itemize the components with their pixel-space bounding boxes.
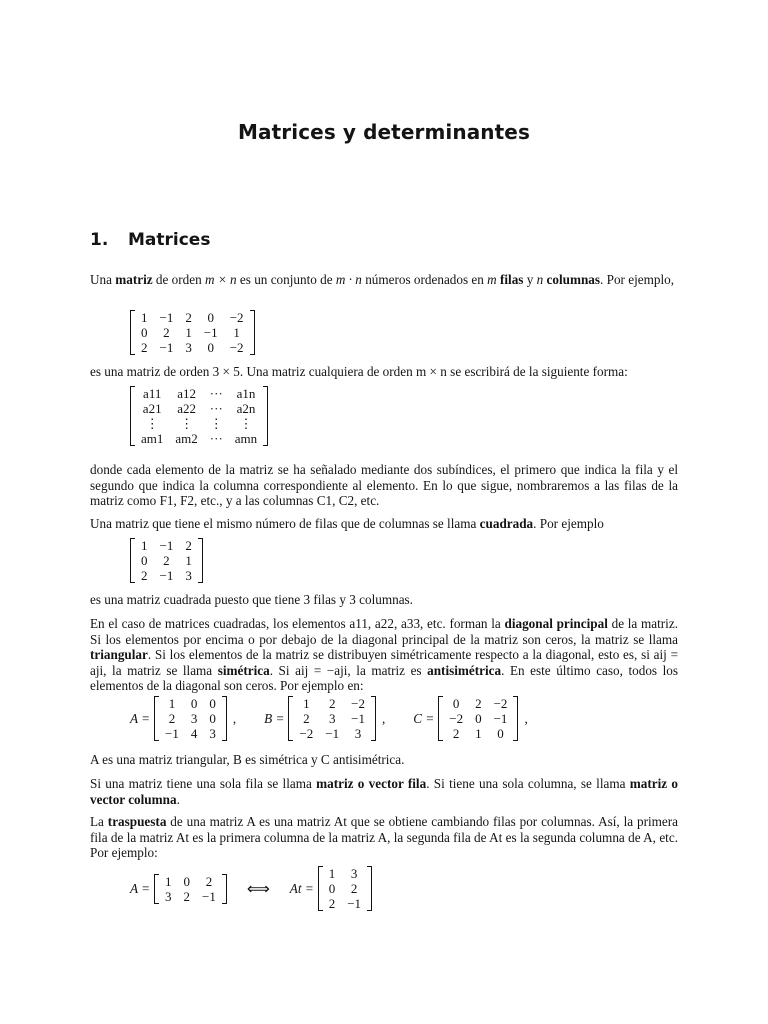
equation-row-transpose	[130, 866, 372, 911]
matrix-cell: a22	[177, 401, 196, 416]
matrix-cell: 0	[207, 340, 215, 355]
matrix-grid	[159, 696, 222, 741]
matrix-cell: ⋮	[145, 416, 159, 431]
matrix-cell: 0	[452, 696, 460, 711]
matrix-cell: a21	[142, 401, 162, 416]
matrix-general	[130, 386, 268, 446]
bold-term: matriz o vector columna	[90, 776, 678, 807]
matrix-cell: 0	[141, 325, 148, 340]
label-c: C =	[413, 710, 435, 726]
matrix-cell: a12	[177, 386, 196, 401]
matrix-cell: 1	[185, 553, 192, 568]
matrix-row	[159, 874, 222, 889]
matrix-grid	[293, 696, 371, 741]
matrix-cell: 3	[354, 726, 362, 741]
bold-term: matriz	[115, 272, 153, 287]
matrix-cell: −2	[229, 340, 244, 355]
matrix-cell: −1	[159, 340, 174, 355]
matrix-cell: 3	[328, 711, 336, 726]
matrix-cell: ⋮	[180, 416, 194, 431]
matrix-a	[154, 696, 227, 741]
bold-term: columnas	[546, 272, 601, 287]
matrix-cell: −2	[449, 711, 464, 726]
matrix-row	[135, 538, 198, 553]
right-bracket	[513, 696, 518, 741]
comma: ,	[524, 710, 528, 726]
matrix-row	[323, 896, 367, 911]
matrix-cell: 0	[141, 553, 148, 568]
math: n	[536, 272, 544, 287]
matrix-cell: −2	[351, 696, 365, 711]
matrix-cell: 3	[209, 726, 216, 741]
matrix-cell: −1	[202, 888, 216, 904]
matrix-cell: 1	[141, 538, 148, 553]
right-bracket	[198, 538, 203, 583]
matrix-cell: ···	[209, 386, 223, 401]
right-bracket	[222, 874, 227, 904]
matrix-cell: ⋮	[239, 416, 253, 431]
matrix-grid	[135, 538, 198, 583]
paragraph-square-note: es una matriz cuadrada puesto que tiene 3 filas y 3 columnas.	[90, 592, 413, 607]
matrix-cell: 2	[303, 711, 310, 726]
text: de la matriz. Si los elementos por encima o por debajo de la diagonal principal de la matriz son ceros, la matriz se llama	[90, 616, 678, 647]
matrix-row	[135, 401, 263, 416]
matrix-cell: 2	[183, 888, 191, 904]
matrix-cell: 2	[328, 896, 336, 911]
matrix-cell: −1	[159, 310, 174, 325]
matrix-cell: 1	[185, 325, 192, 340]
paragraph-subindices: donde cada elemento de la matriz se ha señalado mediante dos subíndices, el primero que indica la fila y el segundo que indica la columna correspondiente al elemento. En lo que sigue, nombraremos a las filas de la matriz como F1, F2, etc., y a las columnas C1, C2, etc.	[90, 462, 678, 509]
matrix-cell: 1	[165, 873, 172, 889]
matrix-cell: 0	[207, 310, 215, 325]
matrix-cell: ⋮	[209, 416, 223, 431]
text: Una matriz que tiene el mismo número de filas que de columnas se llama	[90, 516, 480, 531]
matrix-cell: −1	[493, 711, 508, 726]
matrix-cell: 0	[183, 873, 191, 889]
right-bracket	[250, 310, 255, 355]
matrix-cell: 3	[350, 866, 358, 881]
matrix-cell: −1	[351, 711, 365, 726]
matrix-cell: 2	[163, 325, 170, 340]
matrix-cell: a11	[143, 386, 162, 401]
section-title: Matrices	[128, 230, 211, 250]
matrix-row	[443, 696, 513, 711]
text: . En este último caso, todos los elementos de la diagonal son ceros. Por ejemplo en:	[90, 662, 678, 694]
matrix-cell: 1	[475, 726, 482, 741]
matrix-row	[443, 711, 513, 726]
matrix-cell: 0	[190, 696, 198, 711]
matrix-transpose-source	[154, 874, 227, 904]
right-bracket	[263, 386, 268, 446]
matrix-cell: 2	[475, 696, 482, 711]
label-a: A =	[130, 710, 151, 726]
bold-term: diagonal principal	[504, 616, 608, 631]
matrix-transpose-result	[318, 866, 372, 911]
text: de orden	[152, 272, 205, 287]
matrix-cell: 1	[141, 310, 148, 325]
bold-term: simétrica	[217, 662, 270, 678]
matrix-grid	[323, 866, 367, 911]
matrix-row	[135, 431, 263, 446]
matrix-cell: −1	[347, 896, 362, 911]
label-at: At =	[289, 880, 314, 896]
matrix-grid	[159, 874, 222, 904]
matrix-cell: 3	[185, 568, 192, 583]
matrix-cell: 2	[141, 340, 148, 355]
matrix-cell: 1	[233, 325, 240, 340]
matrix-row	[159, 696, 222, 711]
iff-symbol: ⟺	[246, 880, 270, 898]
text: es un conjunto de	[236, 272, 336, 287]
paragraph-abc-note: A es una matriz triangular, B es simétrica y C antisimétrica.	[90, 752, 405, 767]
matrix-row	[293, 726, 371, 741]
text: En el caso de matrices cuadradas, los elementos a11, a22, a33, etc. forman la	[90, 616, 505, 631]
paragraph-cuadrada	[90, 516, 678, 532]
matrix-cell: −1	[165, 726, 179, 741]
matrix-square	[130, 538, 203, 583]
bold-term: matriz o vector fila	[316, 776, 427, 791]
matrix-cell: −2	[493, 696, 508, 711]
text: . Si los elementos de la matriz se distribuyen simétricamente respecto a la diagonal, esto es, si aij = aji, la matriz se llama	[90, 647, 678, 678]
right-bracket	[367, 866, 372, 911]
paragraph-diagonal	[90, 616, 678, 694]
matrix-cell: −1	[159, 568, 174, 583]
matrix-c	[438, 696, 518, 741]
comma: ,	[381, 710, 386, 726]
matrix-cell: −1	[203, 325, 218, 340]
matrix-cell: 3	[190, 711, 198, 726]
matrix-cell: 2	[168, 711, 176, 726]
matrix-row	[159, 889, 222, 904]
matrix-grid	[135, 386, 263, 446]
right-bracket	[371, 696, 376, 741]
matrix-row	[135, 310, 250, 325]
matrix-cell: 2	[205, 873, 213, 889]
matrix-cell: amn	[234, 431, 258, 446]
matrix-cell: am1	[141, 431, 164, 446]
matrix-row	[293, 696, 371, 711]
label-a: A =	[130, 880, 151, 896]
matrix-row	[135, 568, 198, 583]
matrix-cell: ···	[209, 401, 223, 416]
matrix-row	[323, 881, 367, 896]
text: . Si tiene una sola columna, se llama	[426, 776, 630, 791]
text: . Por ejemplo,	[600, 272, 675, 287]
matrix-row	[293, 711, 371, 726]
bold-term: antisimétrica	[427, 662, 502, 678]
matrix-cell: am2	[175, 431, 198, 446]
matrix-cell: −2	[229, 310, 244, 325]
matrix-cell: 2	[141, 568, 148, 583]
matrix-cell: −1	[325, 726, 340, 741]
matrix-cell: 3	[165, 888, 172, 904]
matrix-cell: −2	[299, 726, 314, 741]
matrix-grid	[443, 696, 513, 741]
matrix-cell: 0	[328, 881, 336, 896]
bold-term: triangular	[90, 647, 148, 663]
math: m × n	[205, 272, 237, 287]
matrix-row	[135, 386, 263, 401]
matrix-cell: 2	[328, 696, 336, 711]
right-bracket	[222, 696, 227, 741]
bold-term: filas	[499, 272, 524, 287]
matrix-row	[135, 416, 263, 431]
matrix-row	[159, 726, 222, 741]
matrix-cell: −1	[159, 538, 174, 553]
matrix-row	[135, 340, 250, 355]
matrix-cell: 0	[475, 711, 482, 726]
paragraph-order: es una matriz de orden 3 × 5. Una matriz cualquiera de orden m × n se escribirá de la siguiente forma:	[90, 364, 628, 379]
text: . Si aij = −aji, la matriz es	[269, 662, 428, 678]
matrix-row	[135, 325, 250, 340]
matrix-cell: 0	[497, 726, 504, 741]
paragraph-vector	[90, 776, 678, 807]
page-title: Matrices y determinantes	[238, 120, 530, 144]
math: m	[487, 272, 497, 287]
equation-row-abc	[130, 696, 528, 741]
text: La	[90, 814, 108, 829]
matrix-cell: 2	[185, 310, 192, 325]
matrix-cell: 0	[209, 711, 216, 726]
matrix-example-3x5	[130, 310, 255, 355]
matrix-grid	[135, 310, 250, 355]
paragraph-traspuesta	[90, 814, 678, 861]
comma: ,	[232, 710, 237, 726]
text: números ordenados en	[361, 272, 488, 287]
matrix-cell: ···	[209, 431, 223, 446]
matrix-cell: 0	[209, 696, 216, 711]
matrix-cell: 2	[452, 726, 460, 741]
bold-term: cuadrada	[479, 516, 534, 531]
matrix-row	[159, 711, 222, 726]
matrix-row	[323, 866, 367, 881]
math: m · n	[335, 272, 362, 287]
matrix-cell: 2	[350, 881, 358, 896]
matrix-row	[135, 553, 198, 568]
matrix-cell: a2n	[236, 401, 256, 416]
matrix-cell: 2	[163, 553, 170, 568]
bold-term: traspuesta	[107, 814, 167, 829]
matrix-cell: 1	[303, 696, 310, 711]
matrix-cell: 1	[168, 696, 176, 711]
matrix-cell: 3	[185, 340, 192, 355]
paragraph-definition	[90, 272, 678, 288]
matrix-cell: 1	[328, 866, 336, 881]
text: de una matriz A es una matriz At que se obtiene cambiando filas por columnas. Así, la primera fila de la matriz At es la primera columna de la matriz A, la segunda fila de At es la segunda columna de A, etc. Por ejemplo:	[90, 814, 678, 861]
matrix-row	[443, 726, 513, 741]
label-b: B =	[264, 710, 285, 726]
section-number: 1.	[90, 230, 109, 250]
matrix-b	[288, 696, 376, 741]
text: Si una matriz tiene una sola fila se llama	[90, 776, 317, 791]
matrix-cell: 4	[190, 726, 198, 741]
text: Una	[90, 272, 116, 287]
matrix-cell: a1n	[236, 386, 256, 401]
text: .	[176, 791, 180, 807]
text: y	[523, 272, 537, 287]
matrix-cell: 2	[185, 538, 192, 553]
text: . Por ejemplo	[533, 516, 604, 531]
section-heading	[90, 230, 210, 250]
